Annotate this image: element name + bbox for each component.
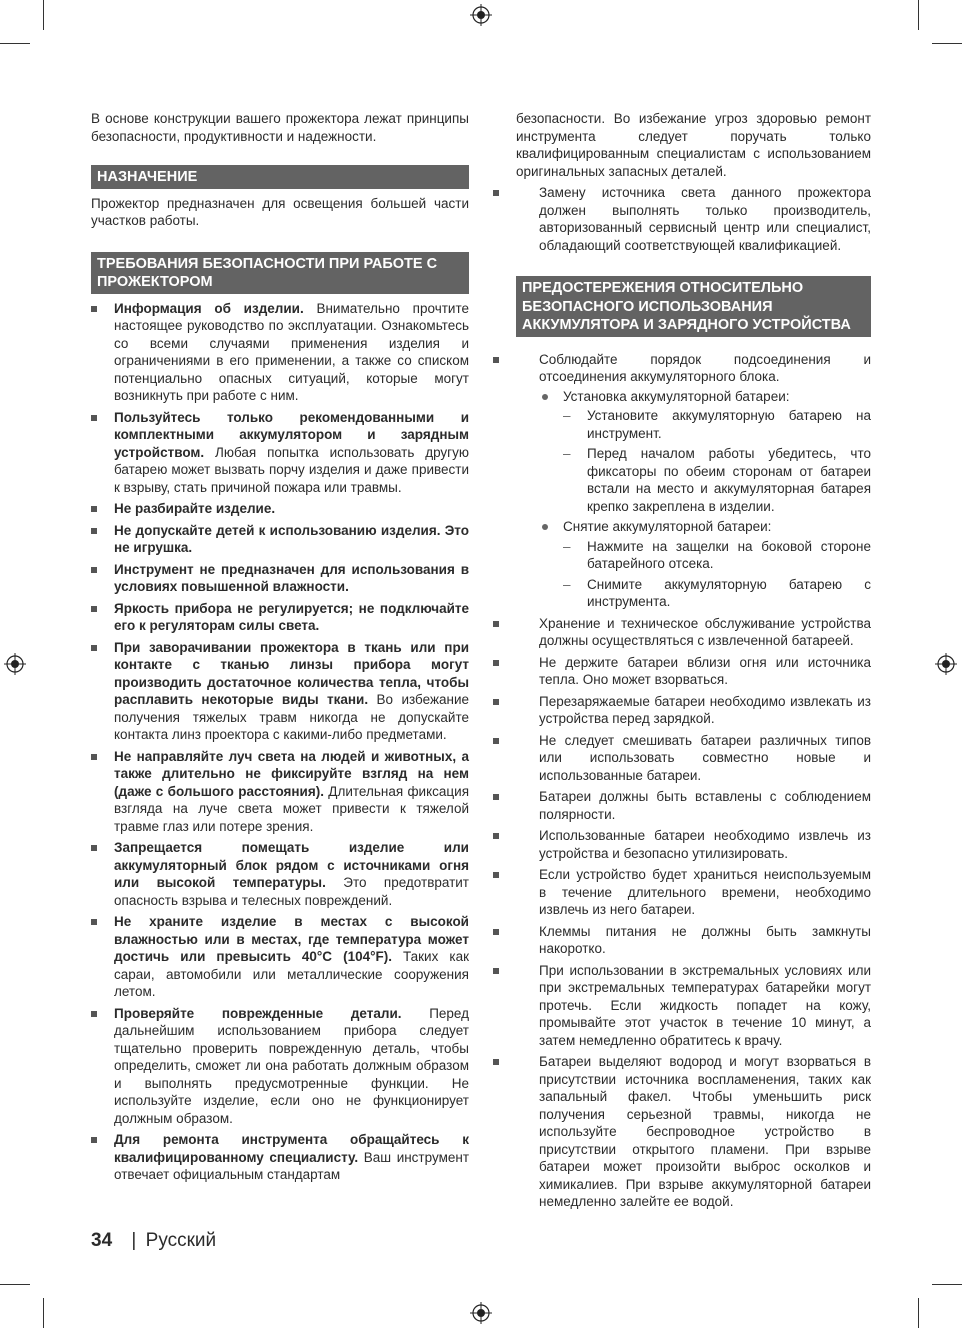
registration-mark-icon	[470, 4, 492, 26]
list-item: Перезаряжаемые батареи необходимо извлекать из устройства перед зарядкой.	[516, 693, 871, 728]
list-item	[91, 600, 469, 635]
item-text: Это предотвратит опасность взрыва и телесных повреждений.	[114, 875, 469, 908]
crop-mark	[0, 43, 30, 44]
step-item: – Нажмите на защелки на боковой стороне батарейного отсека.	[563, 538, 871, 573]
continuation-paragraph: безопасности. Во избежание угроз здоровью ремонт инструмента следует поручать только квалифицированным специалистам с использованием оригинальных запасных деталей.	[516, 111, 871, 179]
footer-separator: |	[131, 1230, 137, 1251]
list-item	[91, 522, 469, 557]
list-item	[91, 1131, 469, 1184]
item-bold: Яркость прибора не регулируется; не подключайте его к регуляторам силы света.	[114, 600, 469, 633]
item-text: Перед дальнейшим использованием прибора следует тщательно проверить поврежденную деталь, чтобы определить, сможет ли она работать должным образом и выполнять предусмотренные функции. Не используйте изделие, если оно не функционирует должным образом.	[114, 1005, 470, 1126]
crop-mark	[43, 1298, 44, 1328]
list-item	[91, 913, 469, 1001]
list-item	[91, 409, 469, 497]
list-item	[91, 561, 469, 596]
item-bold: Инструмент не предназначен для использования в условиях повышенной влажности.	[114, 561, 469, 594]
crop-mark	[43, 0, 44, 30]
list-item: Клеммы питания не должны быть замкнуты накоротко.	[516, 923, 871, 958]
item-text: Внимательно прочтите настоящее руководство по эксплуатации. Ознакомьтесь со всеми случаями применения изделия и ограничениями в его применении, а также со списком потенциально опасных ситуаций, которые могут возникнуть при работе с ним.	[114, 300, 469, 403]
registration-mark-icon	[935, 653, 957, 675]
replace-list	[516, 184, 871, 254]
registration-mark-icon	[470, 1302, 492, 1324]
safety-list	[91, 300, 469, 1184]
item-bold: Пользуйтесь только рекомендованными и комплектными аккумулятором и зарядным устройством.	[114, 409, 469, 460]
install-label: Установка аккумуляторной батареи:	[563, 388, 790, 404]
item-text: Ваш инструмент отвечает официальным стандартам	[114, 1149, 469, 1182]
item-text: Таких как сараи, автомобили или металлические сооружения летом.	[114, 949, 469, 999]
item-bold: Для ремонта инструмента обращайтесь к квалифицированному специалисту.	[114, 1132, 469, 1165]
intro-paragraph: В основе конструкции вашего прожектора лежат принципы безопасности, продуктивности и надежности.	[91, 111, 469, 144]
left-column	[91, 110, 469, 1188]
item-bold: Не допускайте детей к использованию изделия. Это не игрушка.	[114, 522, 469, 555]
list-item: Не следует смешивать батареи различных типов или использовать совместно новые и использованные батареи.	[516, 732, 871, 785]
section-heading-battery: ПРЕДОСТЕРЕЖЕНИЯ ОТНОСИТЕЛЬНО БЕЗОПАСНОГО ИСПОЛЬЗОВАНИЯ АККУМУЛЯТОРА И ЗАРЯДНОГО УСТРОЙСТВА	[516, 276, 871, 337]
list-item	[91, 748, 469, 836]
item-bold: При заворачивании прожектора в ткань или при контакте с тканью линзы прибора могут производить достаточное количества тепла, чтобы расплавить некоторые виды ткани.	[114, 639, 469, 707]
crop-mark	[0, 1284, 30, 1285]
item-bold: Информация об изделии.	[114, 300, 304, 316]
list-item: Батареи должны быть вставлены с соблюдением полярности.	[516, 788, 871, 823]
crop-mark	[932, 1284, 962, 1285]
list-item: Батареи выделяют водород и могут взорваться в присутствии источника воспламенения, таких как запальный факел. Чтобы уменьшить риск получения серьезной травмы, никогда не используйте беспроводное устройство в присутствии открытого пламени. При взрыве батареи может произойти выброс осколков и химикалиев. При взрыве аккумуляторной батареи немедленно залейте ее водой.	[516, 1053, 871, 1211]
step-item: – Снимите аккумуляторную батарею с инструмента.	[563, 576, 871, 611]
right-column	[516, 110, 871, 1215]
list-item: Если устройство будет храниться неиспользуемым в течение длительного времени, необходимо извлечь из него батареи.	[516, 866, 871, 919]
list-item	[91, 1005, 469, 1128]
list-item: При использовании в экстремальных условиях или при экстремальных температурах батарейки могут протечь. Если жидкость попадет на кожу, промывайте этот участок в течение 10 минут, а затем немедленно обратитесь к врачу.	[516, 962, 871, 1050]
item-bold: Не храните изделие в местах с высокой влажностью или в местах, где температура может достичь или превысить 40°C (104°F).	[114, 914, 469, 964]
list-item	[91, 639, 469, 744]
registration-mark-icon	[4, 653, 26, 675]
item-text: Во избежание получения тяжелых травм никогда не допускайте контакта линз проектора с какими-либо предметами.	[114, 692, 470, 742]
item-text: Любая попытка использовать другую батарею может вызвать порчу изделия и даже привести к взрыву, стать причиной пожара или травмы.	[114, 444, 469, 495]
crop-mark	[918, 0, 919, 30]
item-bold: Не разбирайте изделие.	[114, 501, 276, 516]
item-text: Длительная фиксация взгляда на луче света может привести к тяжелой травме глаз или потере зрения.	[114, 783, 470, 834]
crop-mark	[918, 1298, 919, 1328]
page-number: 34	[91, 1230, 113, 1251]
remove-steps	[563, 538, 871, 611]
step-item: – Установите аккумуляторную батарею на инструмент.	[563, 407, 871, 442]
item-bold: Не направляйте луч света на людей и животных, а также длительно не фиксируйте взгляд на нем (даже с большого расстояния).	[114, 748, 469, 799]
page-footer	[91, 1230, 216, 1252]
sub-list-item	[539, 388, 871, 516]
list-item	[91, 300, 469, 405]
sub-list-item	[539, 518, 871, 611]
list-item	[516, 351, 871, 611]
list-item	[91, 839, 469, 909]
item-text: Соблюдайте порядок подсоединения и отсоединения аккумуляторного блока.	[539, 351, 871, 384]
list-item: Хранение и техническое обслуживание устройства должны осуществляться с извлеченной батареей.	[516, 615, 871, 650]
section-heading-purpose: НАЗНАЧЕНИЕ	[91, 165, 469, 189]
install-steps	[563, 407, 871, 515]
item-bold: Проверяйте поврежденные детали.	[114, 1005, 402, 1021]
list-item: Использованные батареи необходимо извлечь из устройства и безопасно утилизировать.	[516, 827, 871, 862]
section-heading-safety: ТРЕБОВАНИЯ БЕЗОПАСНОСТИ ПРИ РАБОТЕ С ПРОЖЕКТОРОМ	[91, 252, 469, 294]
list-item	[91, 500, 469, 518]
battery-list	[516, 351, 871, 1211]
item-bold: Запрещается помещать изделие или аккумуляторный блок рядом с источниками огня или высокой температуры.	[114, 840, 469, 890]
crop-mark	[932, 43, 962, 44]
footer-language: Русский	[145, 1230, 217, 1251]
list-item: Не держите батареи вблизи огня или источника тепла. Оно может взорваться.	[516, 654, 871, 689]
step-item: – Перед началом работы убедитесь, что фиксаторы по обеим сторонам от батареи встали на место и аккумуляторная батарея крепко закреплена в изделии.	[563, 445, 871, 515]
remove-label: Снятие аккумуляторной батареи:	[563, 519, 772, 534]
sub-list	[539, 388, 871, 611]
purpose-paragraph: Прожектор предназначен для освещения большей части участков работы.	[91, 195, 469, 228]
list-item: Замену источника света данного прожектора должен выполнять только производитель, авторизованный сервисный центр или специалист, обладающий соответствующей квалификацией.	[516, 184, 871, 254]
